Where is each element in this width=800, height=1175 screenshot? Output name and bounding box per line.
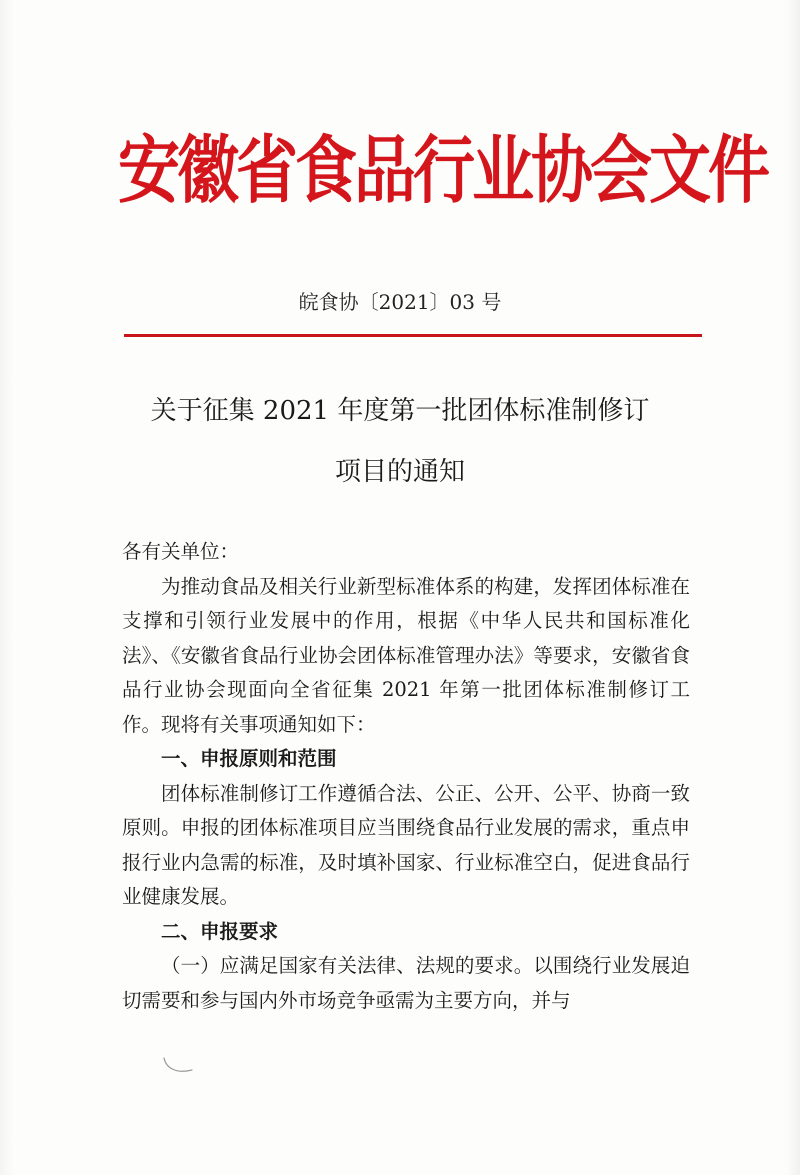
issuing-org-title: 安徽省食品行业协会文件 <box>118 126 768 213</box>
red-divider-line <box>124 334 702 337</box>
section-1-paragraph: 团体标准制修订工作遵循合法、公正、公开、公平、协商一致原则。申报的团体标准项目应当围绕食品行业发展的需求，重点申报行业内急需的标准，及时填补国家、行业标准空白，促进食品行业健康发展。 <box>122 781 690 908</box>
section-2-heading: 二、申报要求 <box>161 919 279 943</box>
salutation: 各有关单位： <box>122 540 240 563</box>
pen-stroke-mark <box>162 1052 196 1076</box>
document-number: 皖食协〔2021〕03 号 <box>298 290 502 314</box>
section-1-heading: 一、申报原则和范围 <box>161 747 337 770</box>
notice-title-line-1: 关于征集 2021 年度第一批团体标准制修订 <box>150 396 650 426</box>
notice-title-line-2: 项目的通知 <box>334 457 465 487</box>
section-2-item-1: （一）应满足国家有关法律、法规的要求。以围绕行业发展迫切需要和参与国内外市场竞争亟需为主要方向，并与 <box>122 954 690 1012</box>
intro-paragraph: 为推动食品及相关行业新型标准体系的构建，发挥团体标准在支撑和引领行业发展中的作用，根据《中华人民共和国标准化法》、《安徽省食品行业协会团体标准管理办法》等要求，安徽省食品行业协会现面向全省征集 2021 年第一批团体标准制修订工作。现将有关事项通知如下： <box>122 574 690 736</box>
document-body <box>122 535 690 1018</box>
